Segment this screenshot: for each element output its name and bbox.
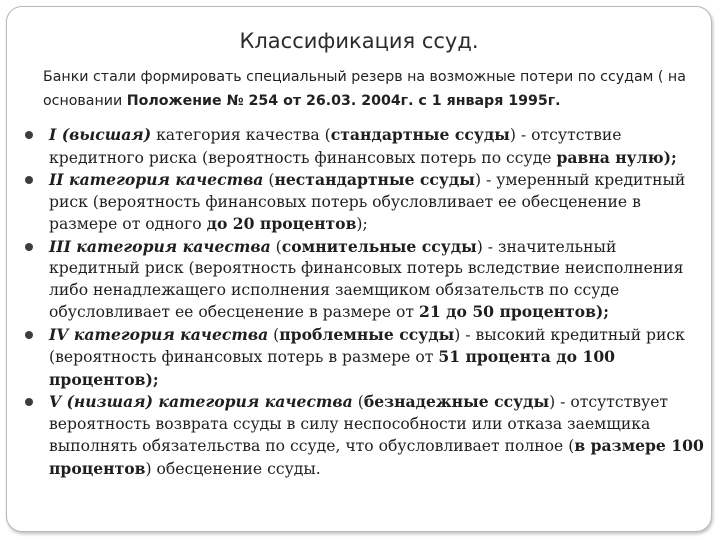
bullet-icon: [25, 398, 33, 406]
risk-range: равна нулю);: [556, 147, 677, 167]
slide-frame: [6, 6, 712, 532]
category-list: [21, 124, 711, 480]
bullet-icon: [25, 243, 33, 251]
loan-type: проблемные ссуды: [279, 324, 455, 344]
category-text: );: [356, 215, 368, 233]
category-text: ) - значительный кредитный риск (вероятность финансовых потерь вследствие неисполнения либо ненадлежащего исполнения заемщиком обязательств по ссуде обусловливает ее обесценение в размере от: [49, 237, 684, 321]
category-label: III категория качества: [49, 236, 271, 256]
category-label: V (низшая) категория качества: [49, 392, 353, 411]
risk-range: до 20 процентов: [206, 214, 357, 233]
intro-regulation: Положение № 254 от 26.03. 2004г. с 1 января 1995г.: [126, 93, 561, 109]
bullet-icon: [25, 131, 33, 139]
bullet-icon: [25, 176, 33, 184]
category-text: (: [352, 393, 364, 411]
loan-type: стандартные ссуды: [330, 125, 510, 144]
category-item-3: [21, 236, 711, 324]
category-text: ) обесценение ссуды.: [145, 459, 321, 478]
category-item-2: [21, 169, 711, 236]
category-text: ) - отсутствует вероятность возврата ссуды в силу неспособности или отказа заемщика выполнять обязательства по ссуде, что обусловливает полное (: [49, 393, 669, 455]
bullet-icon: [25, 331, 33, 339]
loan-type: нестандартные ссуды: [274, 170, 475, 189]
category-label: II категория качества: [49, 170, 264, 189]
category-item-4: [21, 324, 711, 392]
category-text: ) - отсутствие кредитного риска (вероятность финансовых потерь по ссуде: [49, 126, 622, 167]
category-text: (: [263, 171, 275, 189]
category-item-5: [21, 391, 711, 480]
intro-text: Банки стали формировать специальный резерв на возможные потери по ссудам ( на основании: [43, 69, 686, 109]
loan-type: сомнительные ссуды: [281, 236, 477, 256]
category-label: IV категория качества: [49, 324, 269, 344]
category-label: I (высшая): [49, 125, 152, 144]
category-text: (: [270, 237, 282, 256]
risk-range: 51 процента до 100 процентов);: [49, 347, 616, 389]
category-text: ) - высокий кредитный риск (вероятность финансовых потерь в размере от: [49, 325, 685, 366]
category-text: категория качества (: [151, 126, 331, 144]
category-text: (: [268, 325, 280, 344]
intro-paragraph: [43, 65, 703, 113]
category-item-1: [21, 124, 711, 169]
risk-range: 21 до 50 процентов);: [418, 302, 610, 321]
slide-title: Классификация ссуд.: [239, 29, 479, 53]
loan-type: безнадежные ссуды: [363, 392, 550, 411]
risk-range: в размере 100 процентов: [49, 436, 704, 478]
category-text: ) - умеренный кредитный риск (вероятность финансовых потерь обусловливает ее обесценение в размере от одного: [49, 171, 686, 233]
